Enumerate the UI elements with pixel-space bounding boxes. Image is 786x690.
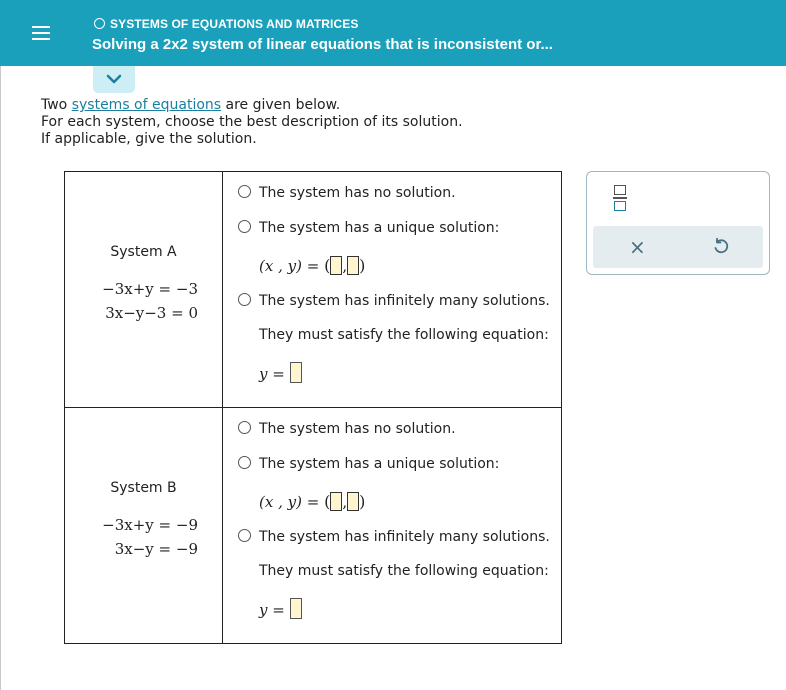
system-b-row [65,408,562,644]
system-b-cell [65,408,223,644]
system-b-x-input[interactable] [330,492,342,511]
undo-icon [711,237,731,257]
system-b-label: System B [110,480,177,496]
page-left-border [0,66,1,690]
fraction-icon[interactable] [614,185,626,211]
system-a-satisfy-text: They must satisfy the following equation: [259,327,549,343]
system-a-options [223,172,562,408]
radio-button[interactable] [238,293,251,306]
radio-button[interactable] [238,529,251,542]
system-a-pair-row: (x , y) = ( , ) [259,256,366,275]
problem-table [64,171,562,644]
system-a-y-input[interactable] [347,256,359,275]
radio-button[interactable] [238,220,251,233]
expand-header-button[interactable] [93,66,135,93]
radio-button[interactable] [238,421,251,434]
system-a-equation-1: −3x+y = −3 [102,280,198,298]
system-b-equation-1: −3x+y = −9 [102,516,198,534]
top-header [0,0,786,66]
system-b-equation-input[interactable] [290,598,302,619]
system-a-cell [65,172,223,408]
menu-icon [32,26,50,28]
system-b-pair-row: (x , y) = ( , ) [259,492,366,511]
system-b-option-no-solution[interactable]: The system has no solution. [238,421,456,437]
system-a-y-row: y = [259,362,302,383]
system-b-option-infinite[interactable]: The system has infinitely many solutions. [238,529,550,545]
instructions: Two systems of equations are given below. For each system, choose the best description of its solution. If applicable, give the solution. [41,97,463,147]
system-a-equation-2: 3x−y−3 = 0 [105,304,198,322]
system-b-satisfy-text: They must satisfy the following equation: [259,563,549,579]
system-b-y-row: y = [259,598,302,619]
clear-button[interactable] [629,237,646,257]
system-b-options [223,408,562,644]
page-title: Solving a 2x2 system of linear equations that is inconsistent or... [92,36,553,53]
answer-tools-panel [586,171,770,275]
system-a-x-input[interactable] [330,256,342,275]
system-a-equation-input[interactable] [290,362,302,383]
section-heading: SYSTEMS OF EQUATIONS AND MATRICES [94,17,358,31]
system-a-option-no-solution[interactable]: The system has no solution. [238,185,456,201]
radio-button[interactable] [238,456,251,469]
tools-action-bar [593,226,763,268]
close-icon: × [629,235,646,259]
chevron-down-icon [106,74,122,85]
system-a-option-infinite[interactable]: The system has infinitely many solutions. [238,293,550,309]
system-b-equation-2: 3x−y = −9 [114,540,198,558]
systems-of-equations-link[interactable]: systems of equations [71,97,222,113]
radio-button[interactable] [238,185,251,198]
progress-circle-icon [94,18,105,29]
system-a-label: System A [110,244,177,260]
system-a-option-unique[interactable]: The system has a unique solution: [238,220,499,236]
undo-button[interactable] [711,237,731,261]
system-a-row [65,172,562,408]
system-b-option-unique[interactable]: The system has a unique solution: [238,456,499,472]
menu-button[interactable] [22,16,60,50]
system-b-y-input[interactable] [347,492,359,511]
